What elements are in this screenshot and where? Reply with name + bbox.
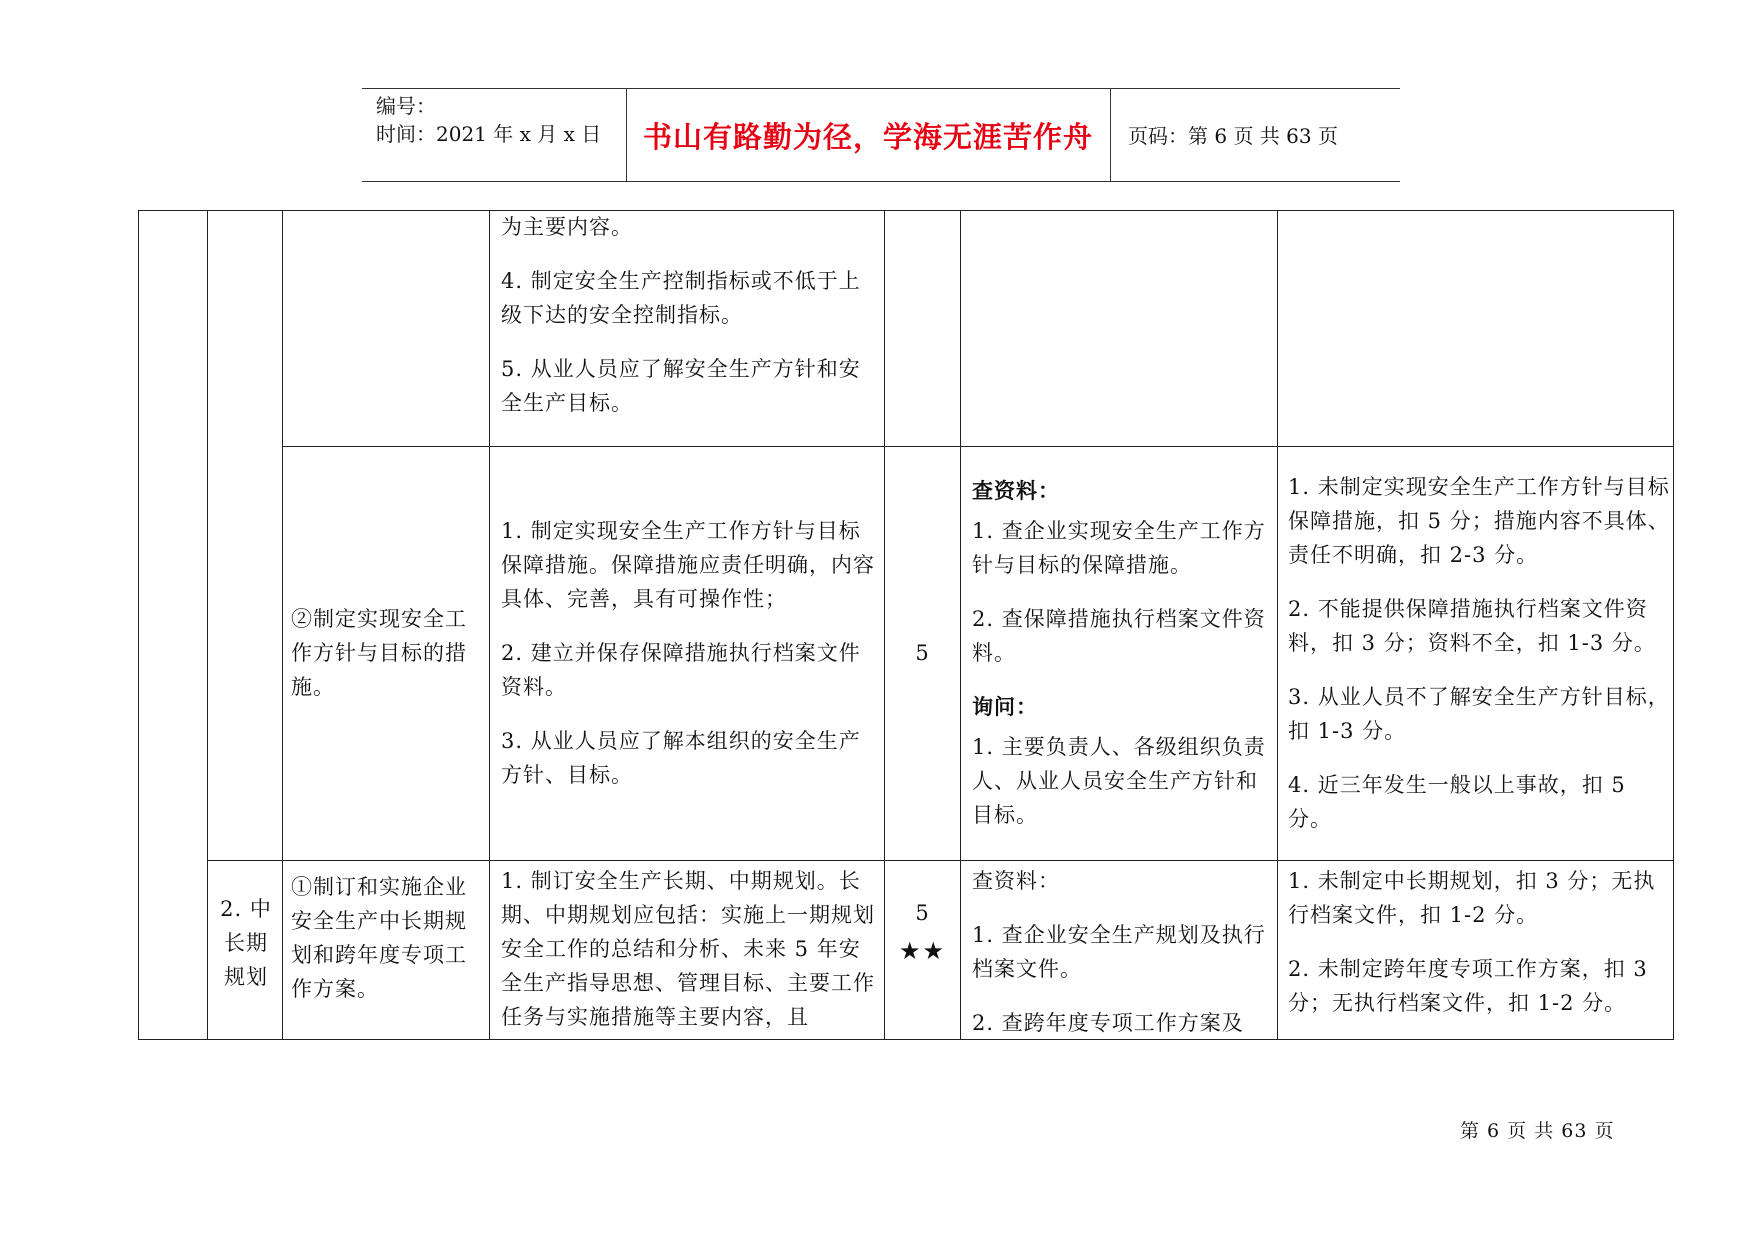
method-text: 2. 查跨年度专项工作方案及 [972,1011,1244,1035]
deduction-cell [1288,864,1670,1038]
deduction-text: 3. 从业人员不了解安全生产方针目标，扣 1-3 分。 [1288,685,1670,743]
requirement-text: 1. 制订安全生产长期、中期规划。长期、中期规划应包括：实施上一期规划安全工作的总结和分析、未来 5 年安全生产指导思想、管理目标、主要工作任务与实施措施等主要内容，且 [501,869,875,1029]
method-heading: 询问： [972,694,1038,719]
requirement-text: 为主要内容。 [501,215,633,239]
requirements-cell [501,210,879,446]
method-text: 2. 查保障措施执行档案文件资料。 [972,607,1266,665]
method-text: 1. 查企业实现安全生产工作方针与目标的保障措施。 [972,519,1266,577]
page-header [362,88,1400,182]
standards-table [138,210,1673,1040]
requirements-cell [501,446,879,860]
item-text: ①制订和实施企业安全生产中长期规划和跨年度专项工作方案。 [291,875,467,1001]
method-cell [972,446,1272,860]
item-text: ②制定实现安全工作方针与目标的措施。 [291,607,467,699]
item-cell [291,446,483,860]
requirement-text: 4. 制定安全生产控制指标或不低于上级下达的安全控制指标。 [501,269,861,327]
method-text: 1. 查企业安全生产规划及执行档案文件。 [972,923,1266,981]
score-cell [885,896,960,1016]
column-divider [1277,210,1278,1040]
method-heading: 查资料： [972,478,1060,503]
score-value: 5 [915,641,930,665]
score-cell [885,446,960,860]
header-motto: 书山有路勤为径，学海无涯苦作舟 [642,119,1093,154]
row-divider [207,860,1674,861]
document-number-label: 编号： [376,94,436,118]
document-time: 时间：2021 年 x 月 x 日 [376,122,602,146]
score-value: 5 [915,901,930,925]
page-footer-number: 第 6 页 共 63 页 [1460,1120,1615,1142]
column-divider [282,210,283,1040]
category-cell [214,892,278,1032]
item-cell [291,870,483,1038]
requirement-text: 5. 从业人员应了解安全生产方针和安全生产目标。 [501,357,861,415]
star-rating: ★★ [898,937,947,965]
method-cell [972,864,1272,1038]
requirement-text: 3. 从业人员应了解本组织的安全生产方针、目标。 [501,729,861,787]
category-text: 2. 中长期规划 [220,897,272,989]
deduction-text: 2. 未制定跨年度专项工作方案，扣 3 分；无执行档案文件，扣 1-2 分。 [1288,957,1648,1015]
requirement-text: 2. 建立并保存保障措施执行档案文件资料。 [501,641,861,699]
deduction-text: 2. 不能提供保障措施执行档案文件资料，扣 3 分；资料不全，扣 1-3 分。 [1288,597,1656,655]
requirements-cell [501,864,879,1038]
header-divider [1110,88,1111,182]
deduction-cell [1288,446,1670,860]
header-page-info: 页码：第 6 页 共 63 页 [1128,124,1338,148]
deduction-text: 1. 未制定实现安全生产工作方针与目标保障措施，扣 5 分；措施内容不具体、责任不明确，扣 2-3 分。 [1288,475,1670,567]
column-divider [489,210,490,1040]
table-border [1673,210,1674,1040]
deduction-text: 1. 未制定中长期规划，扣 3 分；无执行档案文件，扣 1-2 分。 [1288,869,1656,927]
table-border [138,210,1674,211]
table-border [138,210,139,1040]
requirement-text: 1. 制定实现安全生产工作方针与目标保障措施。保障措施应责任明确，内容具体、完善，具有可操作性； [501,519,875,611]
column-divider [207,210,208,1040]
method-text: 1. 主要负责人、各级组织负责人、从业人员安全生产方针和目标。 [972,735,1266,827]
method-heading: 查资料： [972,869,1060,893]
column-divider [960,210,961,1040]
deduction-text: 4. 近三年发生一般以上事故，扣 5 分。 [1288,773,1626,831]
table-border [138,1039,1674,1040]
